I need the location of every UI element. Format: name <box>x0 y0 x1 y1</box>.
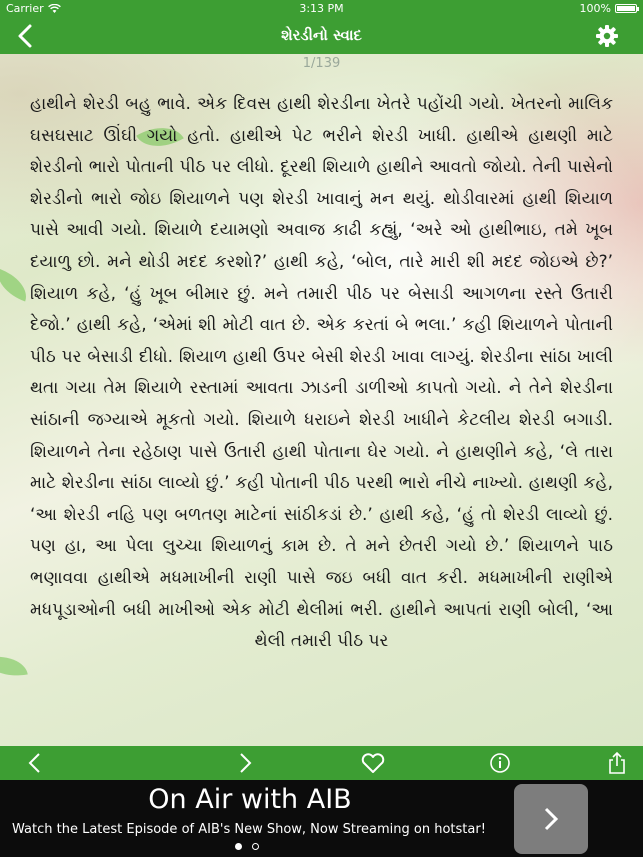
next-page-icon[interactable] <box>232 751 258 775</box>
ad-open-button[interactable] <box>514 784 588 854</box>
ad-title: On Air with AIB <box>148 784 352 815</box>
battery-percent: 100% <box>579 2 611 15</box>
bottom-toolbar <box>0 746 643 780</box>
info-icon[interactable] <box>487 751 513 775</box>
battery-group <box>580 2 637 15</box>
ad-page-dot <box>235 843 242 850</box>
story-text: હાથીને શેરડી બહુ ભાવે. એક દિવસ હાથી શેરડીના ખેતરે પહોંચી ગયો. ખેતરનો માલિક ઘસઘસાટ ઊંઘી ગયો હતો. હાથીએ પેટ ભરીને શેરડી ખાધી. હાથીએ હાથણી માટે શેરડીનો ભારો પોતાની પીઠ પર લીધો. દૂરથી શિયાળે હાથીને આવતો જોયો. તેની પાસેનો શેરડીનો ભારો જોઇ શિયાળને પણ શેરડી ખાવાનું મન થયું. થોડીવારમાં હાથી શિયાળ પાસે આવી ગયો. શિયાળે દયામણો અવાજ કાઢી કહ્યું, ‘અરે ઓ હાથીભાઇ, તમે ખૂબ દયાળુ છો. મને થોડી મદદ કરશો?’ હાથી કહે, ‘બોલ, તારે મારી શી મદદ જોઇએ છે?’ શિયાળ કહે, ‘હું ખૂબ બીમાર છું. મને તમારી પીઠ પર બેસાડી આગળના રસ્તે ઉતારી દેજો.’ હાથી કહે, ‘એમાં શી મોટી વાત છે. એક કરતાં બે ભલા.’ કહી શિયાળને પોતાની પીઠ પર બેસાડી દીધો. શિયાળ હાથી ઉપર બેસી શેરડી ખાવા લાગ્યું. શેરડીના સાંઠા ખાલી થતા ગયા તેમ શિયાળે રસ્તામાં આવતા ઝાડની ડાળીઓ કાપતો ગયો. ને તેને શેરડીના સાંઠાની જગ્યાએ મૂકતો ગયો. શિયાળે ધરાઇને શેરડી ખાધીને કેટલીય શેરડી બગાડી. શિયાળને તેના રહેઠાણ પાસે ઉતારી હાથી પોતાના ઘેર ગયો. ને હાથણીને કહે, ‘લે તારા માટે શેરડીના સાંઠા લાવ્યો છું.’ કહી પોતાની પીઠ પરથી ભારો નીચે નાખ્યો. હાથણી કહે, ‘આ શેરડી નહિ પણ બળતણ માટેનાં સાંઠીકડાં છે.’ હાથી કહે, ‘હું તો શેરડી લાવ્યો છું. પણ હા, આ પેલા લુચ્ચા શિયાળનું કામ છે. તે મને છેતરી ગયો છે.’ શિયાળને પાઠ ભણાવવા હાથીએ મધમાખીની રાણી પાસે જઇ બધી વાત કરી. મધમાખીની રાણીએ મધપૂડાઓની બધી માખીઓ એક મોટી થેલીમાં ભરી. હાથીને આપતાં રાણી બોલી, ‘આ થેલી તમારી પીઠ પર <box>30 94 613 652</box>
share-icon[interactable] <box>604 751 630 775</box>
battery-icon <box>615 4 637 13</box>
ad-page-dots <box>235 843 259 850</box>
status-time: 3:13 PM <box>299 2 344 15</box>
gear-icon[interactable] <box>595 24 619 48</box>
status-bar <box>0 0 643 18</box>
ad-page-dot <box>252 843 259 850</box>
battery-fill <box>617 6 635 11</box>
navigation-bar <box>0 18 643 54</box>
previous-page-icon[interactable] <box>22 751 48 775</box>
heart-icon[interactable] <box>360 751 386 775</box>
chevron-right-icon <box>514 784 588 854</box>
story-content[interactable] <box>0 54 643 746</box>
page-counter: 1/139 <box>302 56 341 71</box>
ad-banner[interactable] <box>0 780 643 857</box>
decorative-leaf <box>0 651 28 682</box>
decorative-leaf <box>0 269 33 302</box>
carrier-label: Carrier <box>6 2 44 15</box>
ad-subtitle: Watch the Latest Episode of AIB's New Show, Now Streaming on hotstar! <box>12 822 486 837</box>
page-title: શેરડીનો સ્વાદ <box>281 26 362 44</box>
